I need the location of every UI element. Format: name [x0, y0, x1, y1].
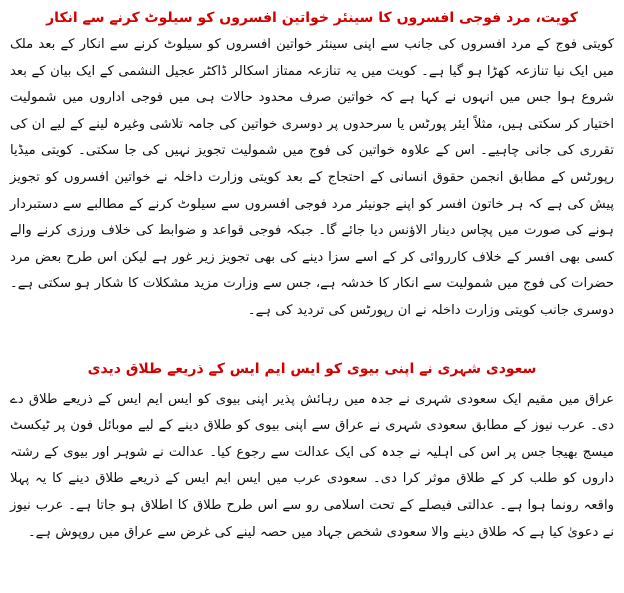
article-body: کویتی فوج کے مرد افسروں کی جانب سے اپنی سینئر خواتین افسروں کو سیلوٹ کرنے سے انکار کے بعد ملک میں ایک نیا تنازعہ کھڑا ہو گیا ہے۔ کویت میں یہ تنازعہ ممتاز اسکالر ڈاکٹر عجیل النشمی کے ایک بیان کے بعد شروع ہوا جس میں انہوں نے کہا ہے کہ خواتین صرف محدود حالات ہی میں فوجی اداروں میں شمولیت اختیار کر سکتی ہیں، مثلاً ایئر پورٹس یا سرحدوں پر دوسری خواتین کی جامہ تلاشی وغیرہ لینے کے لیے ان کی تقرری کی جانی چاہیے۔ اس کے علاوہ خواتین کی فوج میں شمولیت تجویز نہیں کی جا سکتی۔ کویتی میڈیا رپورٹس کے مطابق انجمن حقوق انسانی کے احتجاج کے بعد کویتی وزارت داخلہ نے خواتین افسروں کو تجویز پیش کی ہے کہ ہر خاتون افسر کو اپنے جونیئر مرد فوجی افسروں سے سیلوٹ کرنے کے مطالبے سے دستبردار ہونے کی صورت میں پچاس دینار الاؤنس دیا جائے گا۔ جبکہ فوجی قواعد و ضوابط کی خلاف ورزی کرنے والے کسی بھی افسر کے خلاف کارروائی کر کے اسے سزا دینے کی بھی تجویز زیر غور ہے لیکن اس طرح بعض مرد حضرات کی فوج میں شمولیت سے انکار کا خدشہ ہے، جس سے وزارت مزید مشکلات کا شکار ہو سکتی ہے۔ دوسری جانب کویتی وزارت داخلہ نے ان رپورٹس کی تردید کی ہے۔ — [10, 37, 614, 318]
article-headline: سعودی شہری نے اپنی بیوی کو ایس ایم ایس کے ذریعے طلاق دیدی — [87, 360, 537, 377]
article-saudi — [10, 359, 614, 547]
article-headline: کویت، مرد فوجی افسروں کا سینئر خواتین افسروں کو سیلوٹ کرنے سے انکار — [46, 10, 578, 26]
article-body: عراق میں مقیم ایک سعودی شہری نے جدہ میں رہائش پذیر اپنی بیوی کو ایس ایم ایس کے ذریعے طلاق دے دی۔ عرب نیوز کے مطابق سعودی شہری نے عراق سے اپنی بیوی کو طلاق دینے کے لیے موبائل فون پر ٹیکسٹ میسج بھیجا جس پر اس کی اہلیہ نے جدہ کی ایک عدالت سے رجوع کیا۔ عدالت نے شوہر اور بیوی کے رشتہ داروں کو طلب کر کے طلاق موثر کرا دی۔ سعودی عرب میں ایس ایم ایس کے ذریعے طلاق دینے کا یہ پہلا واقعہ رونما ہوا ہے۔ عدالتی فیصلے کے تحت اسلامی رو سے اس طرح طلاق کا اطلاق ہو جاتا ہے۔ عرب نیوز نے دعویٰ کیا ہے کہ طلاق دینے والا سعودی شخص جہاد میں حصہ لینے کی غرض سے عراق میں روپوش ہے۔ — [10, 391, 614, 540]
article-kuwait — [10, 8, 614, 325]
